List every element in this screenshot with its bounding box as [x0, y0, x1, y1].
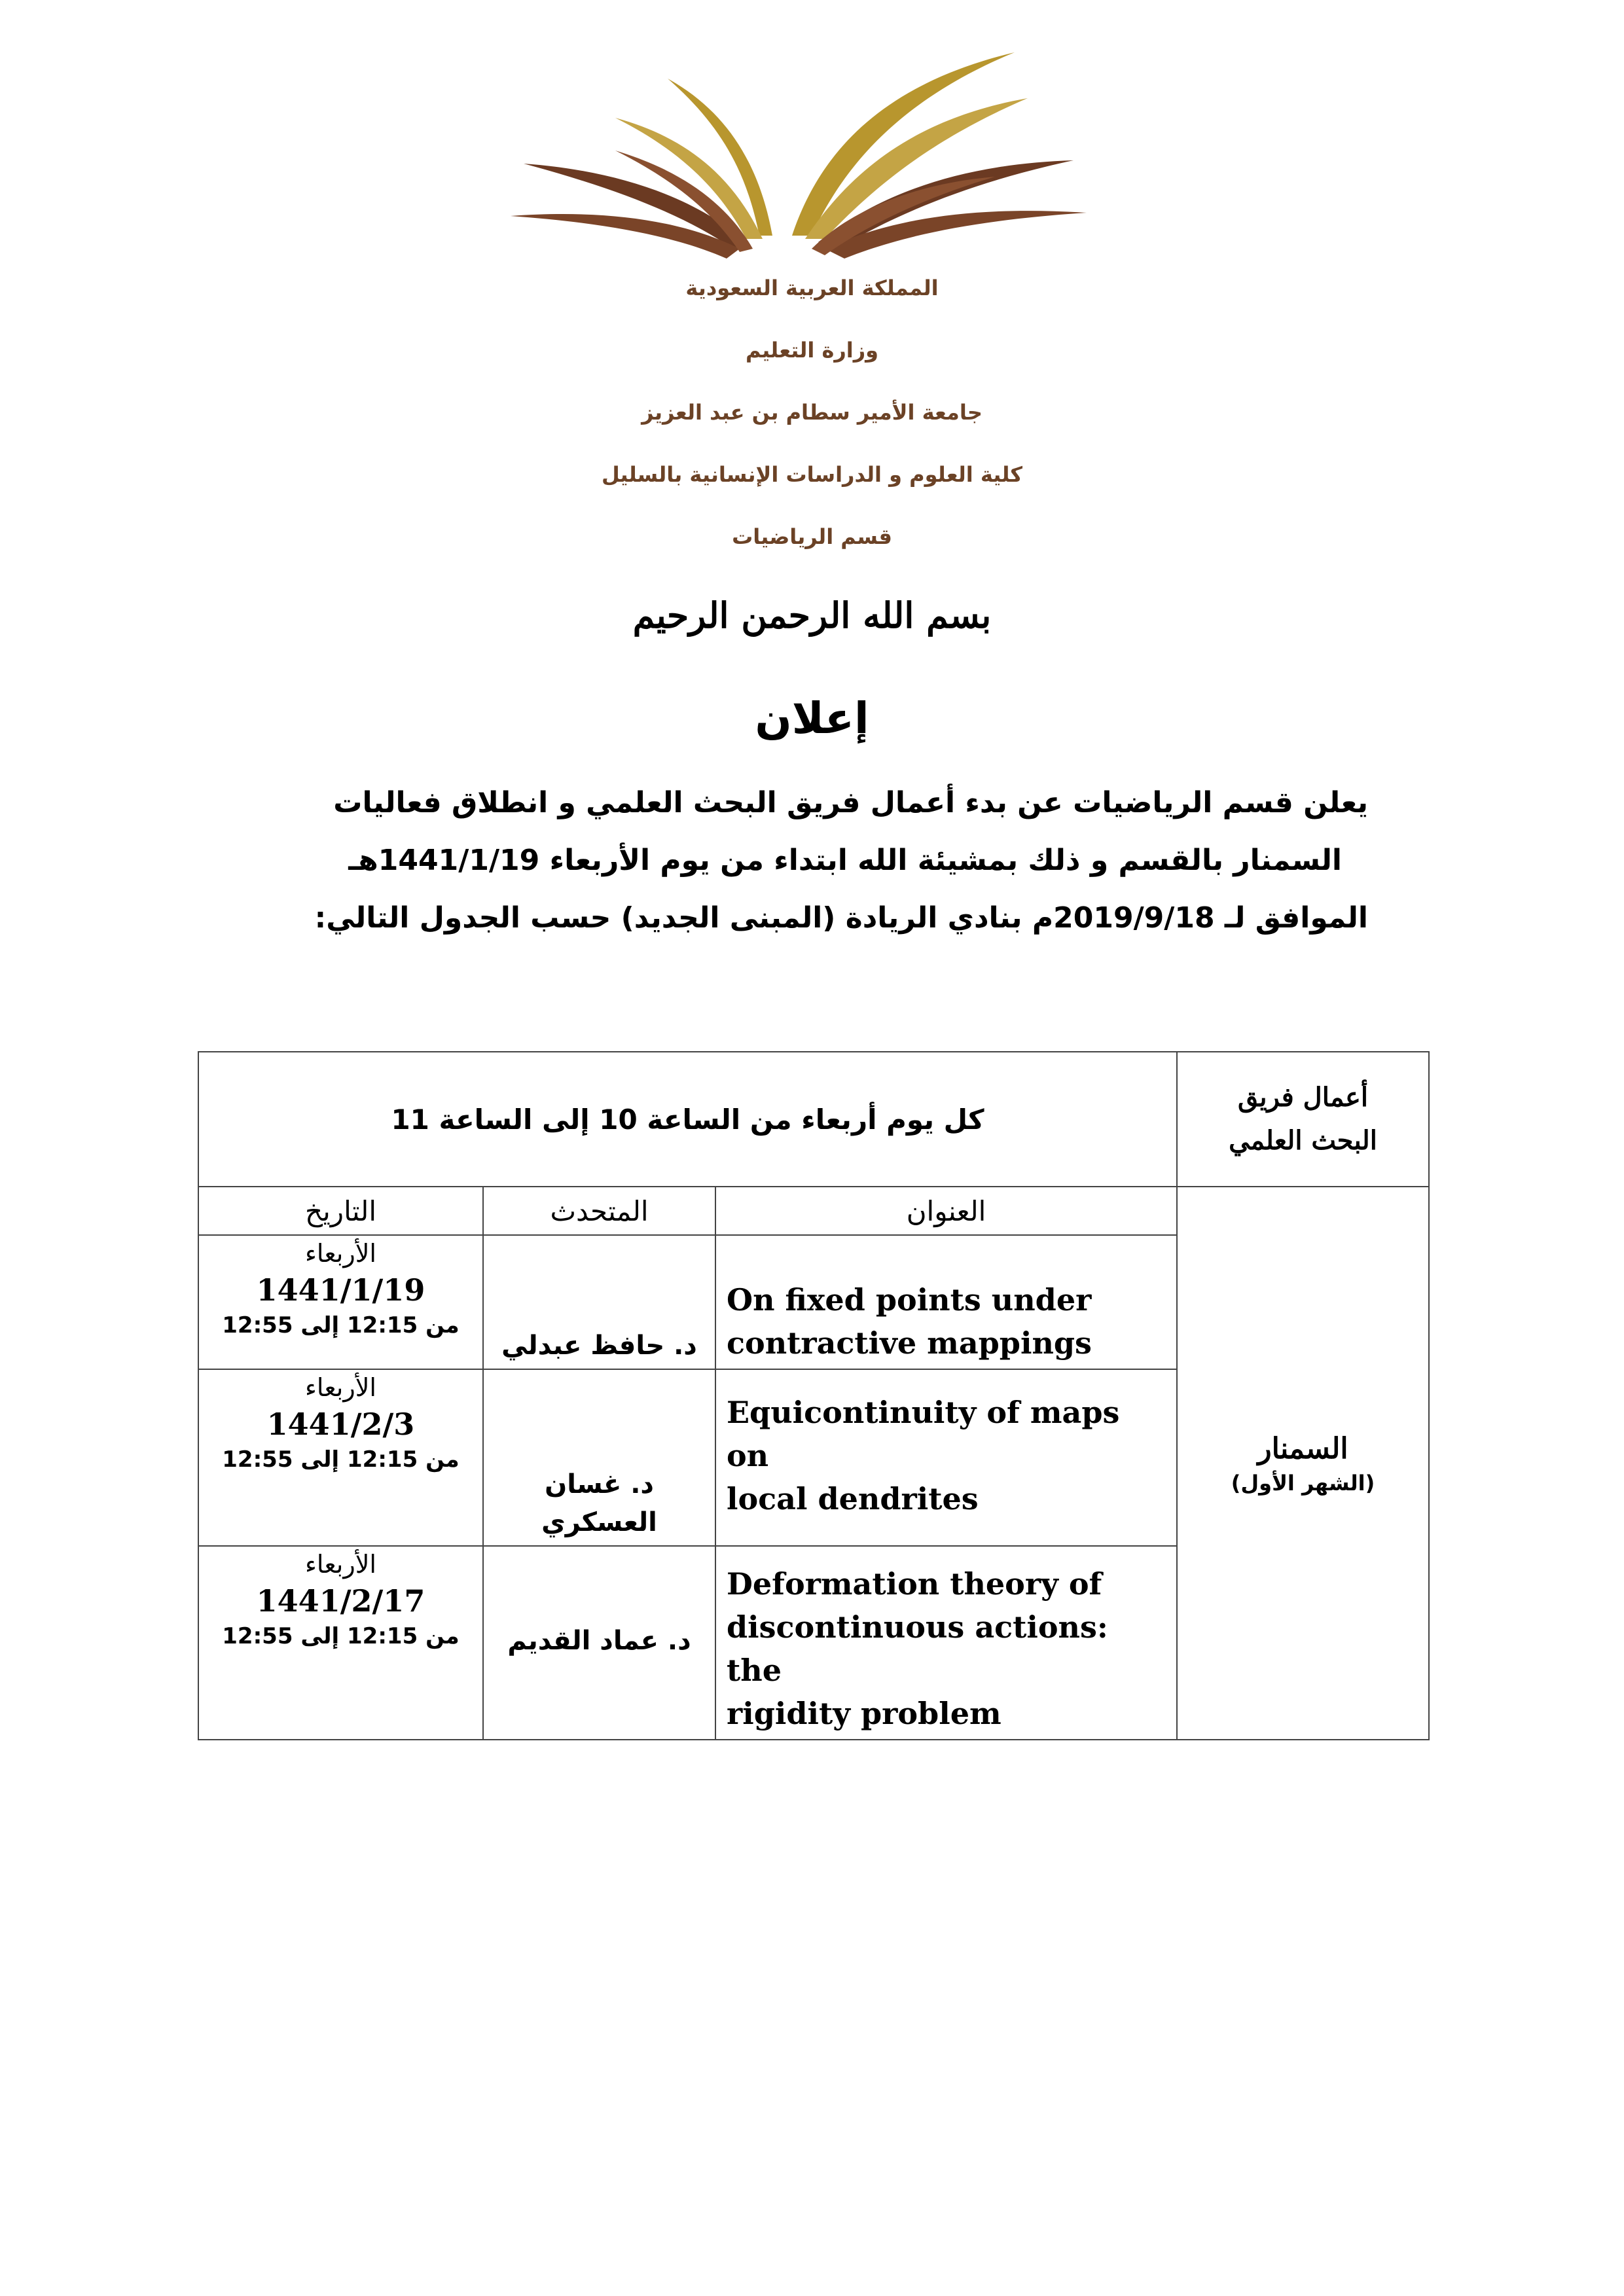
- team-label: [1177, 1052, 1429, 1187]
- talk-hijri-date: 1441/2/3: [266, 1407, 415, 1442]
- talk-title-line: On fixed points under: [727, 1282, 1092, 1318]
- talk-time: من 12:15 إلى 12:55: [222, 1446, 460, 1473]
- talk-title-line: Equicontinuity of maps on: [727, 1395, 1120, 1473]
- speaker-name-line: د. عماد القديم: [507, 1626, 691, 1656]
- announcement-line-2: السمنار بالقسم و ذلك بمشيئة الله ابتداء من يوم الأربعاء 1441/1/19هـ: [348, 844, 1342, 877]
- talk-time: من 12:15 إلى 12:55: [222, 1312, 460, 1338]
- team-label-line-1: أعمال فريق: [1238, 1082, 1368, 1113]
- country-name: المملكة العربية السعودية: [685, 276, 939, 300]
- ministry-name: وزارة التعليم: [745, 338, 879, 363]
- talk-title-line: Deformation theory of: [727, 1566, 1102, 1602]
- talk-time: من 12:15 إلى 12:55: [222, 1623, 460, 1649]
- basmala: بسم الله الرحمن الرحيم: [632, 594, 992, 636]
- announcement-title: إعلان: [755, 693, 869, 744]
- schedule-header-row: [198, 1052, 1429, 1187]
- talk-day: الأربعاء: [305, 1373, 376, 1402]
- announcement-line-1: يعلن قسم الرياضيات عن بدء أعمال فريق البحث العلمي و انطلاق فعاليات: [333, 786, 1368, 819]
- column-header-row: [198, 1187, 1429, 1235]
- column-header-date: التاريخ: [198, 1187, 483, 1235]
- university-logo: [511, 39, 1100, 262]
- team-label-line-2: البحث العلمي: [1229, 1125, 1377, 1156]
- talk-title-line: discontinuous actions: the: [727, 1609, 1108, 1688]
- speaker-name-line: العسكري: [541, 1507, 657, 1537]
- announcement-line-3: الموافق لـ 2019/9/18م بنادي الريادة (المبنى الجديد) حسب الجدول التالي:: [314, 901, 1368, 935]
- talk-title-line: rigidity problem: [727, 1696, 1001, 1731]
- talk-date: [198, 1369, 483, 1546]
- announcement-text: [301, 784, 1368, 937]
- talk-title-line: local dendrites: [727, 1481, 979, 1516]
- talk-date: [198, 1546, 483, 1740]
- seminar-label-cell: [1177, 1187, 1429, 1740]
- talk-title-line: contractive mappings: [727, 1325, 1092, 1361]
- college-name: كلية العلوم و الدراسات الإنسانية بالسليل: [601, 462, 1023, 487]
- talk-title: [715, 1369, 1177, 1546]
- university-name: جامعة الأمير سطام بن عبد العزيز: [641, 400, 983, 425]
- speaker-name: [483, 1235, 715, 1369]
- talk-day: الأربعاء: [305, 1239, 376, 1268]
- weekly-banner: كل يوم أربعاء من الساعة 10 إلى الساعة 11: [198, 1052, 1177, 1187]
- department-name: قسم الرياضيات: [732, 524, 892, 549]
- talk-day: الأربعاء: [305, 1550, 376, 1579]
- speaker-name: [483, 1369, 715, 1546]
- column-header-title: العنوان: [715, 1187, 1177, 1235]
- talk-hijri-date: 1441/2/17: [256, 1583, 425, 1619]
- talk-title: [715, 1235, 1177, 1369]
- speaker-name: [483, 1546, 715, 1740]
- seminar-label: السمنار: [1257, 1431, 1348, 1465]
- speaker-name-line: د. حافظ عبدلي: [501, 1331, 697, 1361]
- talk-date: [198, 1235, 483, 1369]
- speaker-name-line: د. غسان: [545, 1469, 654, 1499]
- talk-title: [715, 1546, 1177, 1740]
- column-header-speaker: المتحدث: [483, 1187, 715, 1235]
- seminar-sub-label: (الشهر الأول): [1231, 1470, 1375, 1496]
- talk-hijri-date: 1441/1/19: [256, 1272, 425, 1308]
- schedule-table: [198, 1051, 1430, 1740]
